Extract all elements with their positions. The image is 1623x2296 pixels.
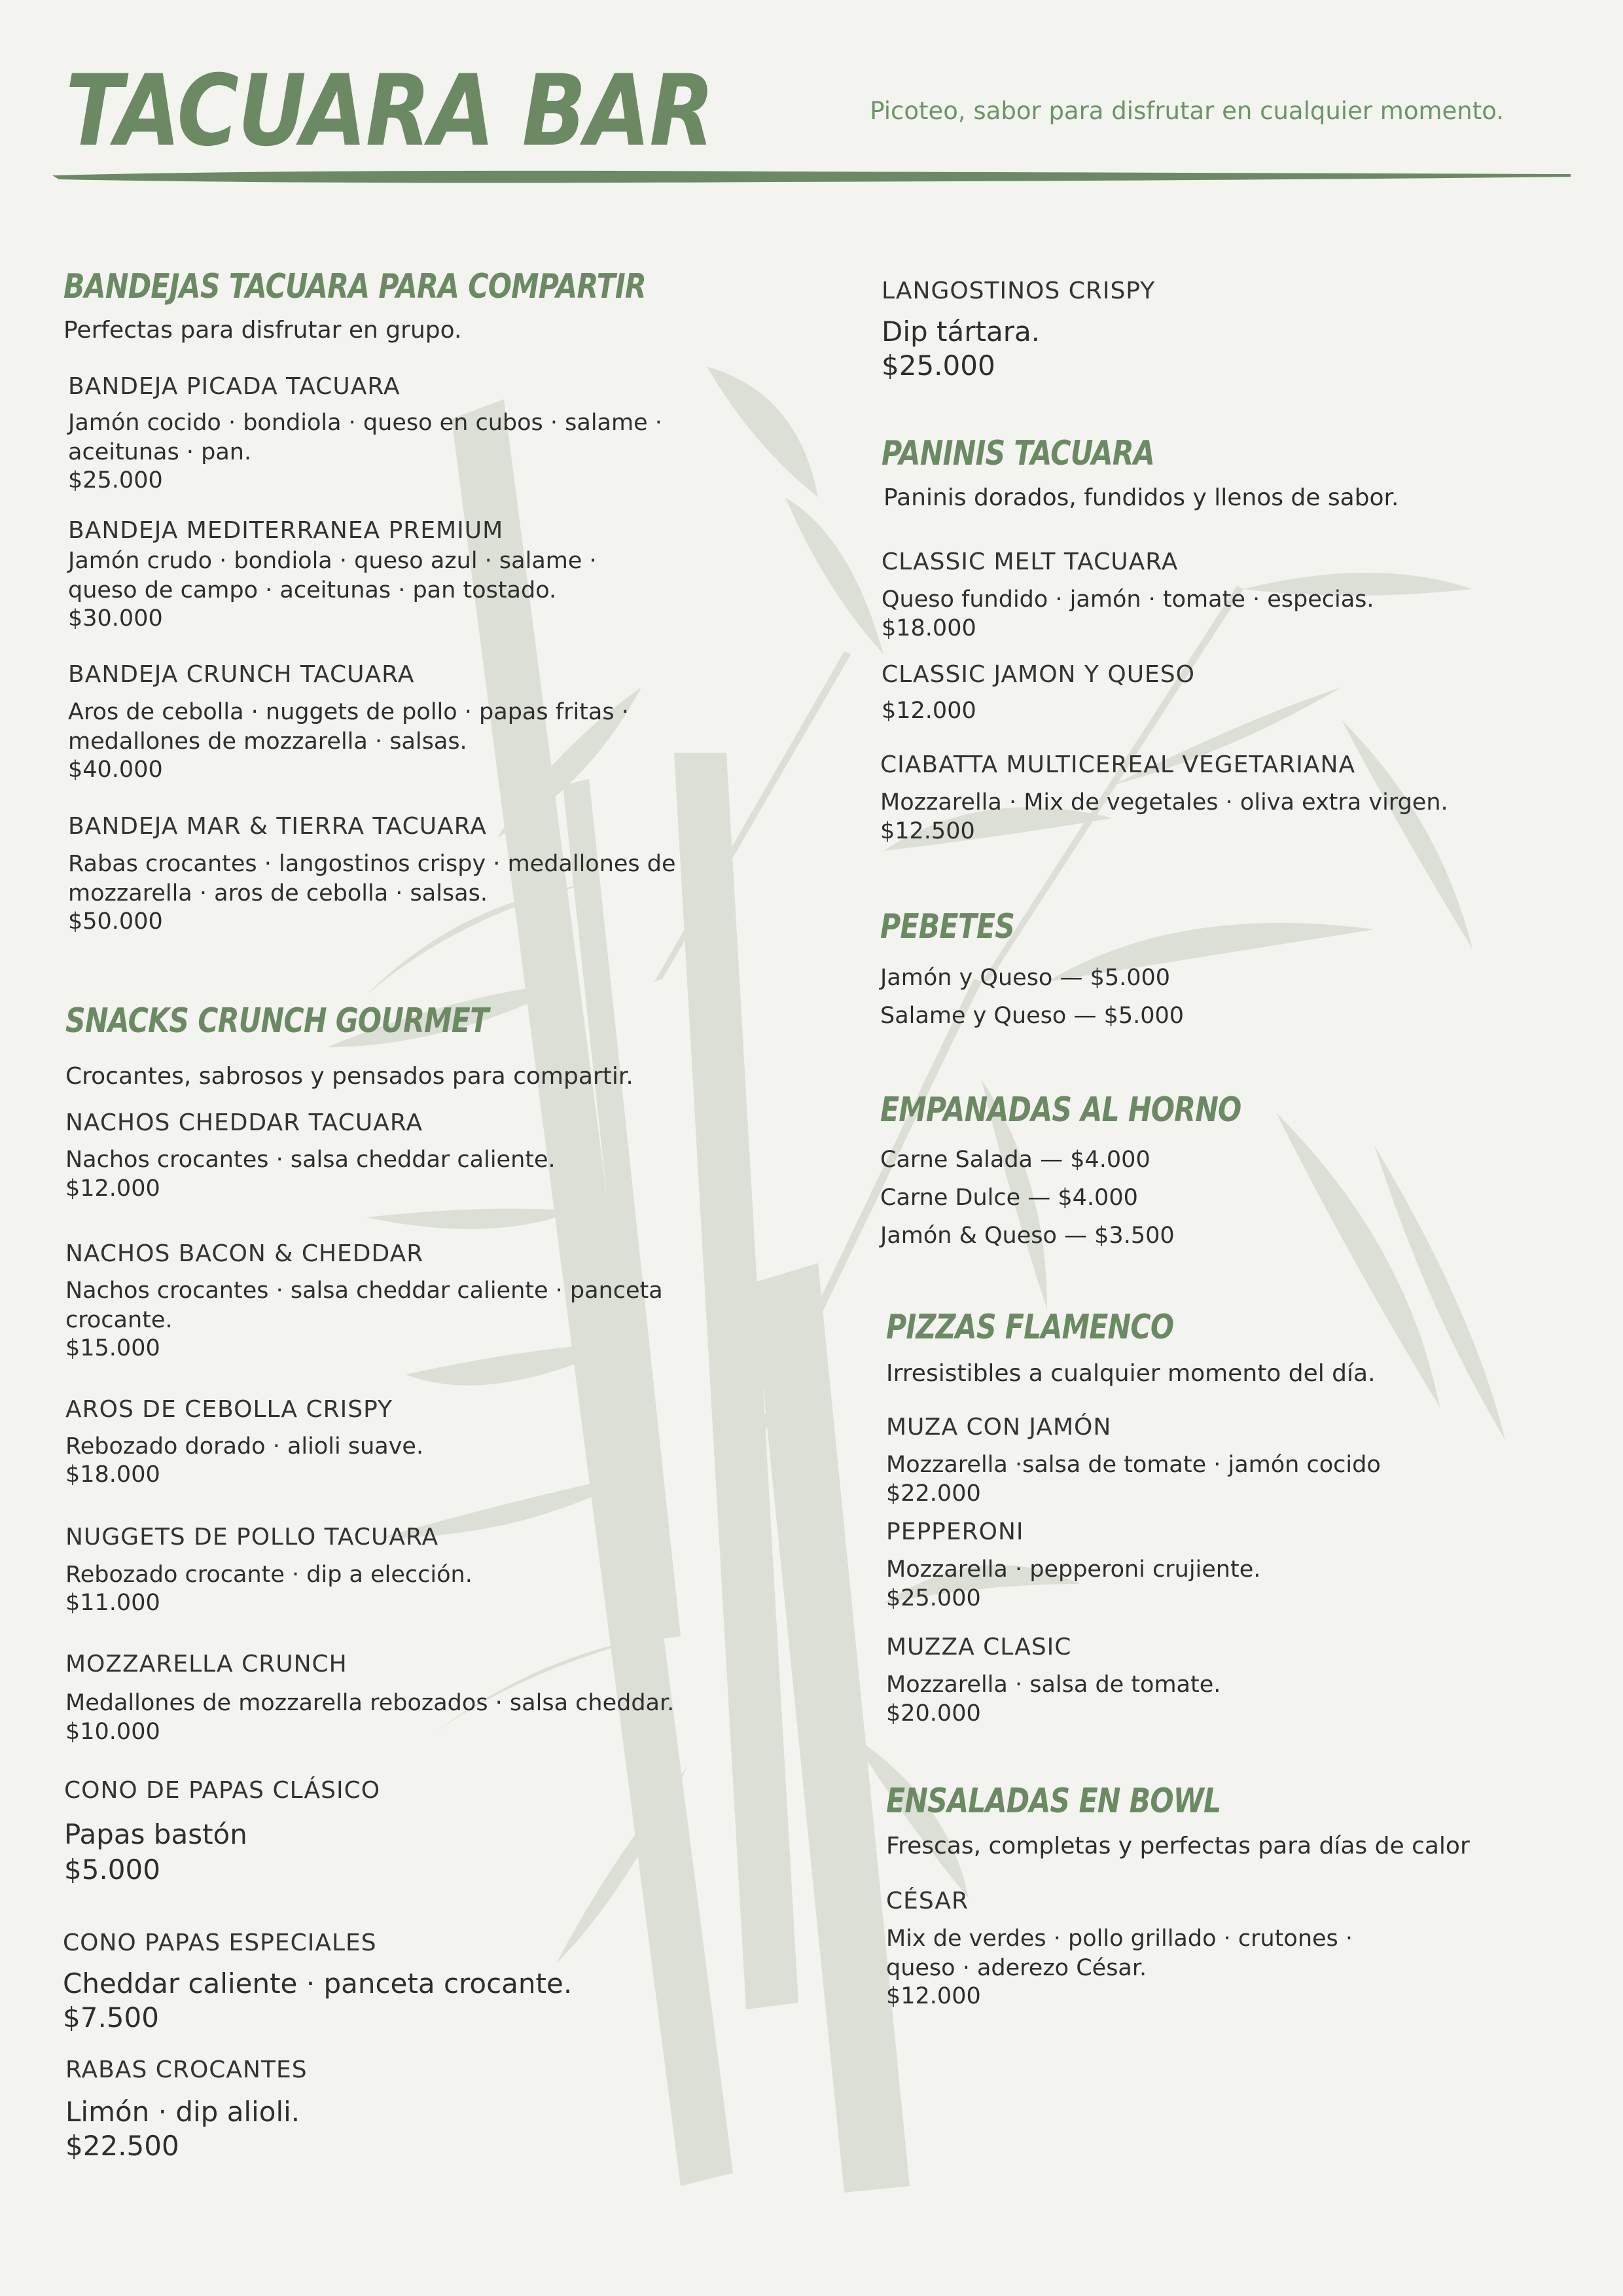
menu-line-empanada: Jamón & Queso — $3.500: [880, 1223, 1175, 1249]
menu-item-desc: Jamón cocido · bondiola · queso en cubos · salame ·: [68, 410, 662, 436]
menu-item-desc: Mozzarella ·salsa de tomate · jamón cocido: [886, 1452, 1381, 1478]
section-desc-bandejas: Perfectas para disfrutar en grupo.: [63, 317, 462, 344]
menu-item-price: $15.000: [65, 1335, 160, 1361]
menu-item-desc: Aros de cebolla · nuggets de pollo · papas fritas ·: [68, 699, 629, 725]
section-desc-ensaladas: Frescas, completas y perfectas para días de calor: [886, 1833, 1470, 1859]
menu-item-desc: Rabas crocantes · langostinos crispy · medallones de: [68, 851, 676, 877]
menu-item-price: $20.000: [886, 1700, 981, 1727]
menu-item-name: MOZZARELLA CRUNCH: [65, 1651, 348, 1677]
menu-item-price: $25.000: [882, 350, 995, 382]
menu-item-name: MUZA CON JAMÓN: [886, 1414, 1112, 1441]
menu-item-price: $22.000: [886, 1480, 981, 1507]
menu-item-price: $5.000: [64, 1854, 160, 1886]
menu-item-desc: Mozzarella · pepperoni crujiente.: [886, 1556, 1261, 1583]
menu-item-desc: Mix de verdes · pollo grillado · crutones ·: [886, 1926, 1353, 1952]
menu-item-desc: Nachos crocantes · salsa cheddar caliente · panceta: [65, 1278, 663, 1304]
menu-item-name: BANDEJA PICADA TACUARA: [68, 373, 401, 400]
menu-item-price: $25.000: [886, 1585, 981, 1611]
menu-item-price: $10.000: [65, 1719, 160, 1745]
menu-item-desc: queso de campo · aceitunas · pan tostado.: [68, 577, 557, 603]
section-title-paninis: PANINIS TACUARA: [882, 434, 1154, 473]
menu-item-desc: aceitunas · pan.: [68, 439, 252, 465]
section-desc-snacks: Crocantes, sabrosos y pensados para compartir.: [65, 1063, 633, 1090]
menu-item-price: $50.000: [68, 908, 163, 935]
section-title-bandejas: BANDEJAS TACUARA PARA COMPARTIR: [63, 267, 646, 306]
menu-line-pebete: Jamón y Queso — $5.000: [880, 965, 1171, 991]
menu-item-name: NUGGETS DE POLLO TACUARA: [65, 1524, 439, 1551]
menu-item-price: $12.000: [886, 1983, 981, 2009]
menu-item-name: CLASSIC MELT TACUARA: [882, 548, 1179, 575]
menu-item-price: $7.500: [63, 2001, 159, 2034]
menu-item-desc: Dip tártara.: [882, 315, 1041, 348]
menu-item-name: RABAS CROCANTES: [65, 2056, 308, 2083]
menu-item-desc: mozzarella · aros de cebolla · salsas.: [68, 880, 488, 906]
menu-item-price: $18.000: [882, 615, 976, 641]
menu-item-name: MUZZA CLASIC: [886, 1634, 1072, 1660]
section-title-empanadas: EMPANADAS AL HORNO: [880, 1090, 1241, 1130]
menu-item-price: $25.000: [68, 467, 163, 493]
menu-item-name: NACHOS CHEDDAR TACUARA: [65, 1109, 423, 1136]
menu-item-desc: Rebozado crocante · dip a elección.: [65, 1562, 473, 1588]
menu-item-desc: Papas bastón: [64, 1818, 247, 1850]
menu-item-desc: Mozzarella · Mix de vegetales · oliva extra virgen.: [880, 789, 1448, 816]
menu-item-name: CIABATTA MULTICEREAL VEGETARIANA: [880, 751, 1356, 778]
menu-item-desc: Rebozado dorado · alioli suave.: [65, 1433, 424, 1460]
menu-item-name: LANGOSTINOS CRISPY: [882, 278, 1156, 304]
section-desc-paninis: Paninis dorados, fundidos y llenos de sabor.: [883, 484, 1399, 511]
menu-line-empanada: Carne Dulce — $4.000: [880, 1185, 1138, 1211]
menu-item-desc: Medallones de mozzarella rebozados · salsa cheddar.: [65, 1690, 675, 1716]
section-title-ensaladas: ENSALADAS EN BOWL: [886, 1782, 1221, 1821]
menu-item-desc: Nachos crocantes · salsa cheddar caliente.: [65, 1147, 556, 1173]
menu-item-desc: Limón · dip alioli.: [65, 2096, 300, 2128]
menu-item-price: $22.500: [65, 2130, 179, 2162]
menu-item-desc: Cheddar caliente · panceta crocante.: [63, 1967, 573, 2000]
menu-item-price: $30.000: [68, 605, 163, 632]
menu-item-name: BANDEJA MEDITERRANEA PREMIUM: [68, 517, 504, 544]
menu-item-name: PEPPERONI: [886, 1518, 1024, 1545]
menu-item-price: $40.000: [68, 757, 163, 783]
menu-item-desc: Jamón crudo · bondiola · queso azul · salame ·: [68, 548, 597, 574]
menu-item-name: BANDEJA MAR & TIERRA TACUARA: [68, 813, 487, 840]
menu-item-desc: queso · aderezo César.: [886, 1955, 1147, 1981]
menu-line-empanada: Carne Salada — $4.000: [880, 1147, 1150, 1173]
menu-item-desc: crocante.: [65, 1307, 173, 1333]
menu-item-name: BANDEJA CRUNCH TACUARA: [68, 661, 415, 688]
menu-item-name: CÉSAR: [886, 1888, 969, 1914]
menu-item-desc: medallones de mozzarella · salsas.: [68, 728, 467, 755]
menu-item-name: CONO DE PAPAS CLÁSICO: [64, 1777, 381, 1804]
menu-item-name: AROS DE CEBOLLA CRISPY: [65, 1396, 393, 1423]
menu-item-name: CLASSIC JAMON Y QUESO: [882, 661, 1195, 688]
menu-item-price: $12.000: [65, 1175, 160, 1202]
menu-item-price: $11.000: [65, 1590, 160, 1616]
tagline: Picoteo, sabor para disfrutar en cualquier momento.: [870, 97, 1504, 125]
menu-line-pebete: Salame y Queso — $5.000: [880, 1003, 1185, 1029]
section-desc-pizzas: Irresistibles a cualquier momento del día.: [886, 1360, 1376, 1387]
section-title-pebetes: PEBETES: [880, 907, 1015, 946]
menu-item-price: $12.500: [880, 818, 975, 844]
menu-item-name: NACHOS BACON & CHEDDAR: [65, 1240, 424, 1267]
menu-item-desc: Mozzarella · salsa de tomate.: [886, 1672, 1221, 1698]
section-title-pizzas: PIZZAS FLAMENCO: [886, 1308, 1174, 1347]
section-title-snacks: SNACKS CRUNCH GOURMET: [65, 1001, 489, 1041]
brand-title: TACUARA BAR: [65, 54, 713, 168]
menu-item-name: CONO PAPAS ESPECIALES: [63, 1929, 377, 1956]
menu-item-desc: Queso fundido · jamón · tomate · especias.: [882, 586, 1374, 613]
menu-item-price: $18.000: [65, 1462, 160, 1488]
menu-item-price: $12.000: [882, 698, 976, 724]
